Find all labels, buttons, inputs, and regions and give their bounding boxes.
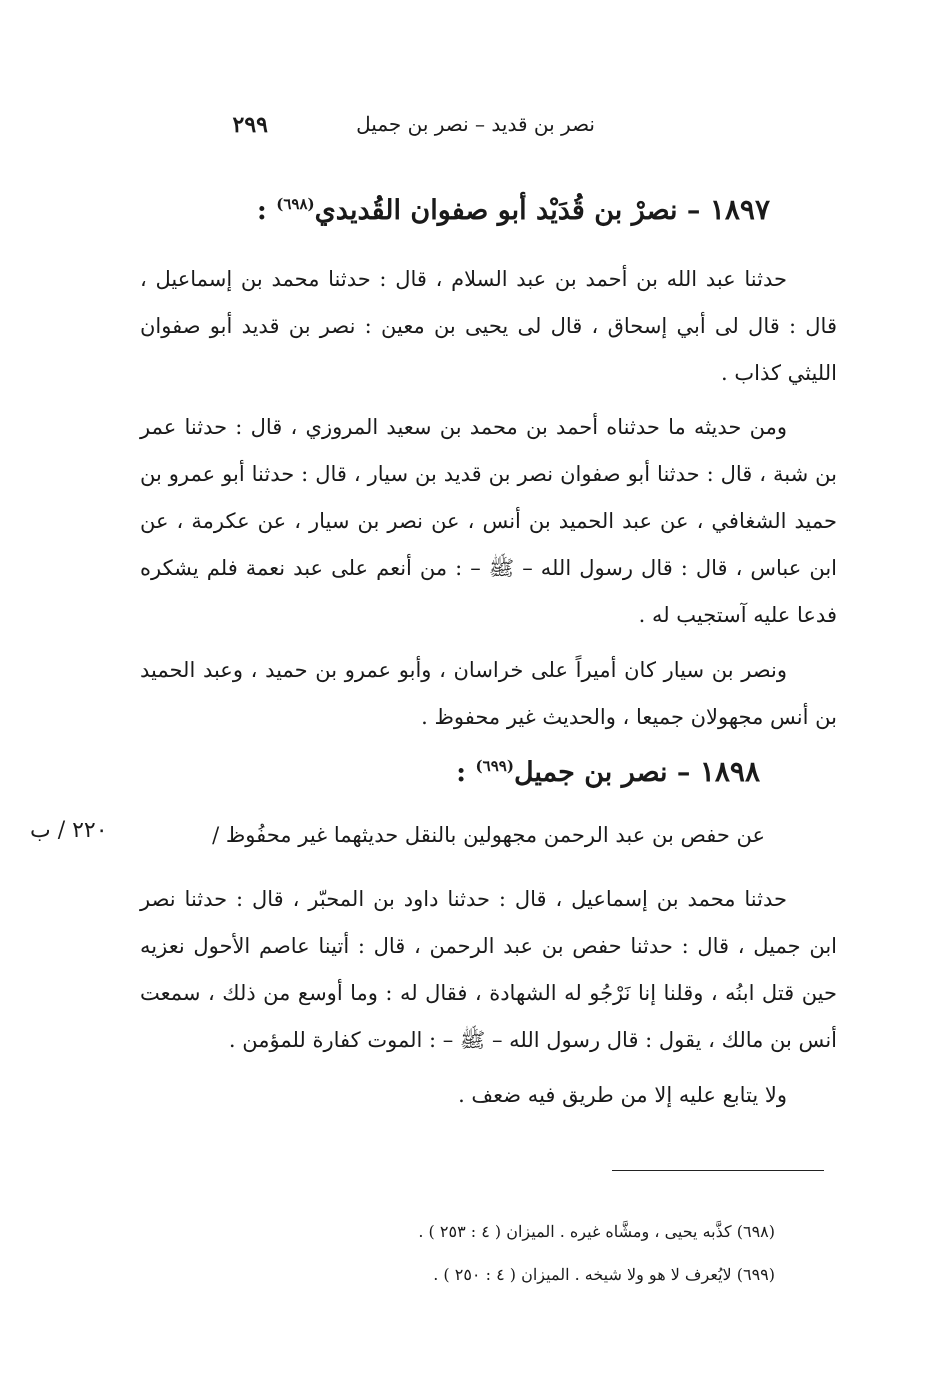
running-header-title: نصر بن قديد – نصر بن جميل [356,112,595,136]
footnote-reference: (٦٩٩) [475,757,514,775]
entry-dash: – [667,757,700,788]
footnote-698: (٦٩٨) كذَّبه يحيى ، ومشَّاه غيره . الميزان ( ٤ : ٢٥٣ ) . [418,1222,775,1241]
entry-number: ١٨٩٧ [709,193,770,226]
entry-colon: : [256,195,277,226]
entry-colon: : [456,757,476,788]
paragraph-hadith-1: ومن حديثه ما حدثناه أحمد بن محمد بن سعيد المروزي ، قال : حدثنا عمر بن شبة ، قال : حدثنا أبو صفوان نصر بن قديد بن سيار ، قال : حدثنا أبو عمرو بن حميد الشغافي ، عن عبد الحميد بن أنس ، عن نصر بن سيار ، عن عكرمة ، عن ابن عباس ، قال : قال رسول الله – ﷺ – : من أنعم على عبد نعمة فلم يشكره فدعا عليه آستجيب له . [140,415,837,627]
paragraph-note: عن حفص بن عبد الرحمن مجهولين بالنقل حديثهما غير محفُوظ / [212,823,765,847]
entry-heading-1898 [456,755,760,788]
entry-heading-1897 [257,193,770,226]
entry-dash: – [677,195,710,226]
manuscript-folio-marker: ٢٢٠ / ب [30,818,108,843]
page-number: ٢٩٩ [232,112,268,138]
footnote-699: (٦٩٩) لايُعرف لا هو ولا شيخه . الميزان ( ٤ : ٢٥٠ ) . [433,1265,775,1284]
entry-name: نصرْ بن قُدَيْد أبو صفوان القُديدي [314,195,678,226]
footnote-reference: (٦٩٨) [276,195,315,213]
paragraph-comment-1: ونصر بن سيار كان أميراً على خراسان ، وأبو عمرو بن حميد ، وعبد الحميد بن أنس مجهولان جميعا ، والحديث غير محفوظ . [140,658,837,729]
paragraph-comment-2: ولا يتابع عليه إلا من طريق فيه ضعف . [458,1083,787,1107]
paragraph-isnad-1: حدثنا عبد الله بن أحمد بن عبد السلام ، قال : حدثنا محمد بن إسماعيل ، قال : قال لى أبي إسحاق ، قال لى يحيى بن معين : نصر بن قديد أبو صفوان الليثي كذاب . [140,267,837,385]
entry-name: نصر بن جميل [513,757,668,788]
footnote-separator [612,1170,824,1171]
entry-number: ١٨٩٨ [699,755,760,788]
paragraph-hadith-2: حدثنا محمد بن إسماعيل ، قال : حدثنا داود بن المحبّر ، قال : حدثنا نصر ابن جميل ، قال : حدثنا حفص بن عبد الرحمن ، قال : أتينا عاصم الأحول نعزيه حين قتل ابنُه ، وقلنا إنا نَرْجُو له الشهادة ، فقال له : وما أوسع من ذلك ، سمعت أنس بن مالك ، يقول : قال رسول الله – ﷺ – : الموت كفارة للمؤمن . [140,887,837,1052]
